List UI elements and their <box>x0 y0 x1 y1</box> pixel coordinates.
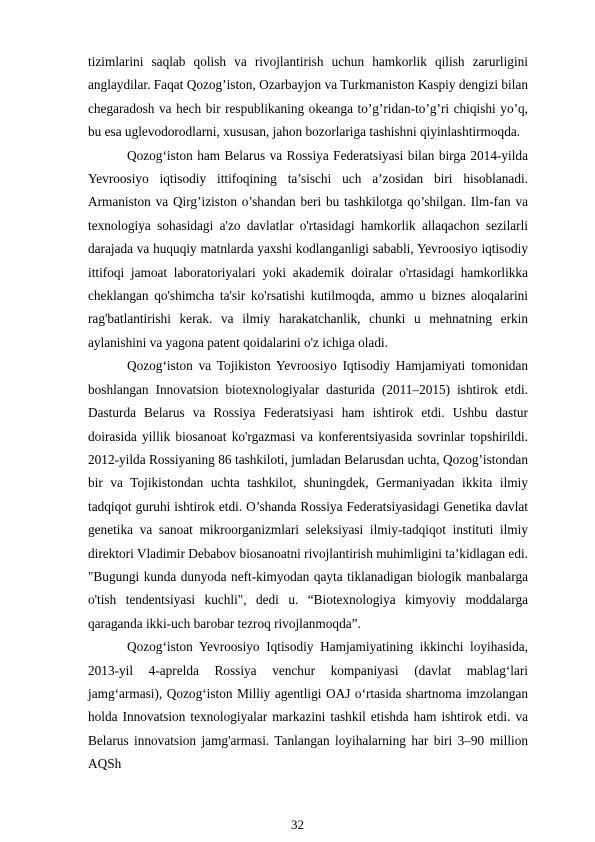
paragraph-4: Qozog‘iston Yevroosiyo Iqtisodiy Hamjamiyatining ikkinchi loyihasida, 2013-yil 4-aprelda Rossiya venchur kompaniyasi (davlat mablag‘lari jamg‘armasi), Qozog‘iston Milliy agentligi OAJ o‘rtasida shartnoma imzolangan holda Innovatsion texnologiyalar markazini tashkil etishda ham ishtirok etdi. va Belarus innovatsion jamg'armasi. Tanlangan loyihalarning har biri 3–90 million AQSh <box>88 639 528 772</box>
page-number: 32 <box>291 817 304 832</box>
paragraph-1: tizimlarini saqlab qolish va rivojlantirish uchun hamkorlik qilish zarurligini anglaydilar. Faqat Qozog’iston, Ozarbayjon va Turkmaniston Kaspiy dengizi bilan chegaradosh va hech bir respublikaning okeanga to’g’ridan-to’g’ri chiqishi yo’q, bu esa uglevodorodlarni, xususan, jahon bozorlariga tashishni qiyinlashtirmoqda. <box>88 54 528 140</box>
paragraph-3: Qozog‘iston va Tojikiston Yevroosiyo Iqtisodiy Hamjamiyati tomonidan boshlangan Innovatsion biotexnologiyalar dasturida (2011–2015) ishtirok etdi. Dasturda Belarus va Rossiya Federatsiyasi ham ishtirok etdi. Ushbu dastur doirasida yillik biosanoat ko'rgazmasi va konferentsiyasida sovrinlar topshirildi. 2012-yilda Rossiyaning 86 tashkiloti, jumladan Belarusdan uchta, Qozog’istondan bir va Tojikistondan uchta tashkilot, shuningdek, Germaniyadan ikkita ilmiy tadqiqot guruhi ishtirok etdi. O’shanda Rossiya Federatsiyasidagi Genetika davlat genetika va sanoat mikroorganizmlari seleksiyasi ilmiy-tadqiqot instituti ilmiy direktori Vladimir Debabov biosanoatni rivojlantirish muhimligini ta’kidlagan edi. "Bugungi kunda dunyoda neft-kimyodan qayta tiklanadigan biologik manbalarga o'tish tendentsiyasi kuchli", dedi u. “Biotexnologiya kimyoviy moddalarga qaraganda ikki-uch barobar tezroq rivojlanmoqda”. <box>88 358 528 631</box>
document-page <box>88 50 528 776</box>
paragraph-2: Qozog‘iston ham Belarus va Rossiya Federatsiyasi bilan birga 2014-yilda Yevroosiyo iqtisodiy ittifoqining ta’sischi uch a’zosidan biri hisoblanadi. Armaniston va Qirg’iziston o’shandan beri bu tashkilotga qo’shilgan. Ilm-fan va texnologiya sohasidagi a'zo davlatlar o'rtasidagi hamkorlik allaqachon sezilarli darajada va huquqiy matnlarda yaxshi kodlanganligi sababli, Yevroosiyo iqtisodiy ittifoqi jamoat laboratoriyalari yoki akademik doiralar o'rtasidagi hamkorlikka cheklangan qo'shimcha ta'sir ko'rsatishi kutilmoqda, ammo u biznes aloqalarini rag'batlantirishi kerak. va ilmiy harakatchanlik, chunki u mehnatning erkin aylanishini va yagona patent qoidalarini o'z ichiga oladi. <box>88 147 528 350</box>
